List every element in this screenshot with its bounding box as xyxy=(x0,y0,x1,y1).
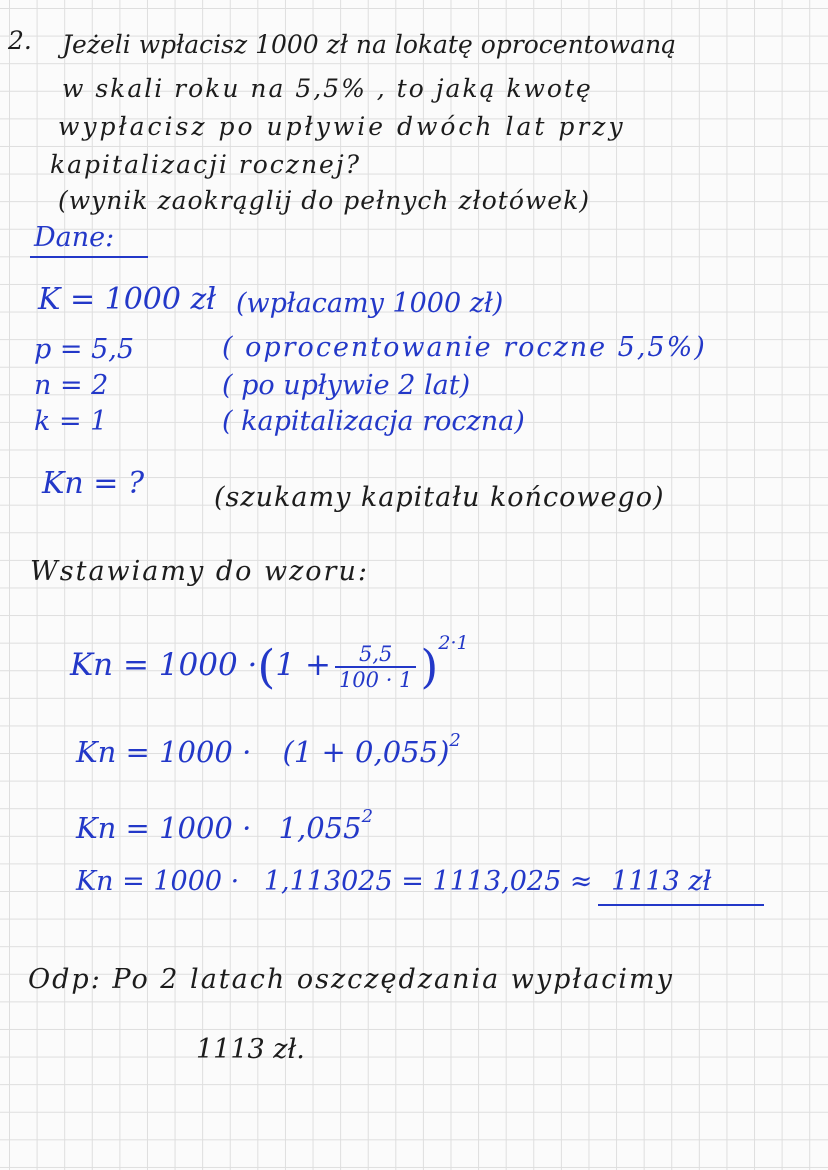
given-symbol-k: K = 1000 zł xyxy=(38,282,217,317)
given-symbol-p: p = 5,5 xyxy=(34,334,135,365)
answer-line-1: Odp: Po 2 latach oszczędzania wypłacimy xyxy=(28,964,674,995)
given-note-kn: (szukamy kapitału końcowego) xyxy=(214,482,665,513)
formula-1-open-paren: ( xyxy=(257,639,276,694)
given-heading-underline xyxy=(30,256,148,258)
formula-2-lhs: Kn = 1000 · xyxy=(76,735,252,769)
formula-1-numerator: 5,5 xyxy=(335,642,416,668)
answer-line-2: 1113 zł. xyxy=(196,1034,305,1065)
formula-2-exponent: 2 xyxy=(449,730,461,751)
given-symbol-n: n = 2 xyxy=(34,370,109,401)
problem-line-4: kapitalizacji rocznej? xyxy=(50,150,361,179)
formula-4-lhs: Kn = 1000 · xyxy=(76,866,240,897)
formula-1-one: 1 + xyxy=(275,647,331,683)
formula-line-4 xyxy=(76,866,711,897)
formula-line-1 xyxy=(70,632,469,694)
formula-3-lhs: Kn = 1000 · xyxy=(76,811,252,845)
formula-2-base: (1 + 0,055) xyxy=(282,735,450,769)
formula-3-exponent: 2 xyxy=(361,806,374,827)
substitute-label: Wstawiamy do wzoru: xyxy=(30,556,369,587)
formula-1-fraction xyxy=(335,642,416,692)
problem-line-2: w skali roku na 5,5% , to jaką kwotę xyxy=(62,74,593,103)
formula-3-base: 1,055 xyxy=(278,811,362,845)
formula-line-2 xyxy=(76,730,461,769)
formula-line-3 xyxy=(76,806,373,845)
formula-4-result: 1113 zł xyxy=(611,866,712,897)
result-underline xyxy=(598,904,764,906)
given-note-p: ( oprocentowanie roczne 5,5%) xyxy=(222,332,707,363)
formula-1-denominator: 100 · 1 xyxy=(338,667,413,692)
given-note-k-small: ( kapitalizacja roczna) xyxy=(222,406,525,437)
formula-4-rest: 1,113025 = 1113,025 ≈ xyxy=(263,866,593,897)
formula-1-lhs: Kn = 1000 · xyxy=(70,647,258,683)
given-note-n: ( po upływie 2 lat) xyxy=(222,370,471,401)
formula-1-close-paren: ) xyxy=(420,639,439,694)
given-symbol-k-small: k = 1 xyxy=(34,406,108,437)
given-heading: Dane: xyxy=(34,222,115,253)
given-symbol-kn: Kn = ? xyxy=(42,466,145,501)
problem-number: 2. xyxy=(8,26,32,55)
formula-1-exponent: 2·1 xyxy=(438,632,469,654)
problem-line-3: wypłacisz po upływie dwóch lat przy xyxy=(58,112,626,141)
given-note-k: (wpłacamy 1000 zł) xyxy=(236,288,504,319)
problem-line-5: (wynik zaokrąglij do pełnych złotówek) xyxy=(58,186,590,215)
problem-line-1: Jeżeli wpłacisz 1000 zł na lokatę oprocentowaną xyxy=(62,30,677,59)
